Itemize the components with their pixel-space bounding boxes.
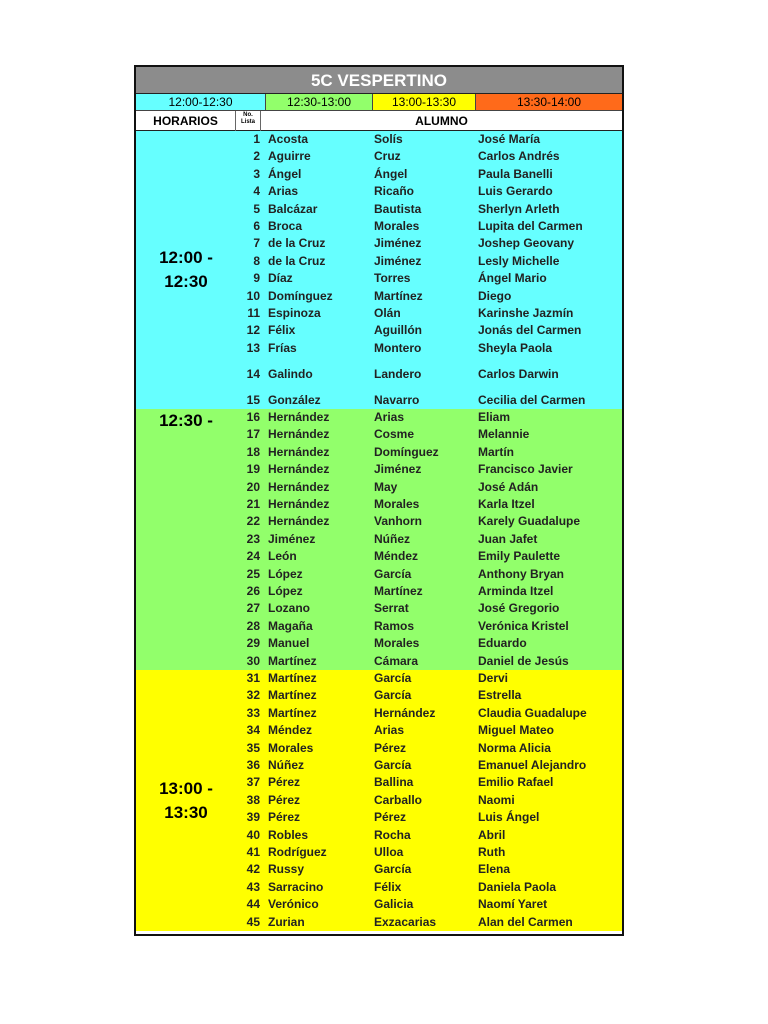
given-names: Sherlyn Arleth [478,201,560,216]
first-surname: Manuel [268,636,310,651]
band-time-label: 13:00 - 13:30 [159,778,213,822]
given-names: Alan del Carmen [478,914,573,929]
list-number: 36 [246,758,260,772]
first-surname: Núñez [268,758,304,772]
student-row [136,914,622,931]
given-names: Emily Paulette [478,549,561,564]
horarios-header: HORARIOS [136,111,236,131]
second-surname: Cámara [374,653,419,668]
student-row [136,201,622,218]
student-row [136,166,622,183]
given-names: Abril [478,827,506,842]
slot-2: 12:30-13:00 [266,94,373,111]
list-number: 32 [246,688,260,703]
first-surname: Martínez [268,671,317,685]
student-row [136,366,622,383]
student-row [136,827,622,844]
first-surname: Félix [268,323,296,338]
student-row [136,896,622,913]
list-number: 24 [246,549,260,564]
list-number: 7 [253,236,260,251]
first-surname: Acosta [268,132,309,146]
first-surname: Robles [268,827,309,842]
list-number: 45 [246,914,260,929]
second-surname: Morales [374,219,420,233]
list-number: 11 [247,306,260,320]
student-row [136,496,622,513]
second-surname: Félix [374,879,402,894]
student-row [136,548,622,565]
second-surname: García [374,862,412,877]
student-row [136,757,622,774]
second-surname: Jiménez [374,462,422,477]
first-surname: Domínguez [268,288,333,303]
given-names: Elena [478,862,511,877]
student-row [136,322,622,339]
given-names: Joshep Geovany [478,236,575,251]
first-surname: de la Cruz [268,236,326,251]
slot-3: 13:00-13:30 [373,94,476,111]
first-surname: Sarracino [268,879,324,894]
student-row [136,479,622,496]
given-names: Cecilia del Carmen [478,392,586,407]
given-names: Dervi [478,671,509,685]
list-number: 33 [246,705,260,720]
student-row [136,844,622,861]
first-surname: Hernández [268,427,330,442]
second-surname: Ramos [374,618,415,633]
list-number: 31 [246,671,260,685]
second-surname: Montero [374,340,422,355]
given-names: Ángel Mario [478,271,547,286]
first-surname: López [268,584,303,598]
second-surname: Galicia [374,897,414,912]
sheet-title: 5C VESPERTINO [136,67,622,94]
given-names: Anthony Bryan [478,566,565,581]
second-surname: Ricaño [374,184,415,199]
list-number: 1 [253,132,260,146]
list-number: 41 [246,845,260,859]
student-row [136,131,622,148]
second-surname: Núñez [374,531,410,546]
given-names: Karla Itzel [478,497,535,511]
given-names: Eliam [478,410,511,424]
list-number: 18 [246,444,260,459]
list-number: 17 [246,427,260,442]
student-row [136,687,622,704]
list-number: 44 [246,897,260,912]
column-header-row [136,111,622,131]
student-row [136,461,622,478]
given-names: José Gregorio [478,601,560,616]
first-surname: Verónico [268,897,319,912]
student-row [136,183,622,200]
given-names: Verónica Kristel [478,618,569,633]
list-number: 6 [253,219,260,233]
second-surname: Hernández [374,705,436,720]
first-surname: Díaz [268,271,293,286]
second-surname: Pérez [374,740,407,755]
second-surname: Arias [374,723,405,738]
first-surname: Martínez [268,705,317,720]
list-number: 25 [246,566,260,581]
first-surname: González [268,392,321,407]
first-surname: Ángel [268,166,302,181]
list-number: 21 [246,497,260,511]
list-number: 26 [246,584,260,598]
list-number: 9 [253,271,260,286]
given-names: José María [478,132,541,146]
given-names: Sheyla Paola [478,340,553,355]
second-surname: Ángel [374,166,408,181]
first-surname: Hernández [268,462,330,477]
second-surname: May [374,479,398,494]
first-surname: Hernández [268,444,330,459]
list-number: 28 [246,618,260,633]
list-number: 39 [246,810,260,825]
given-names: Emanuel Alejandro [478,758,587,772]
first-surname: Lozano [268,601,310,616]
first-surname: Hernández [268,479,330,494]
second-surname: Aguillón [374,323,422,338]
list-number: 43 [246,879,260,894]
second-surname: Rocha [374,827,411,842]
given-names: Naomi [478,792,515,807]
list-number: 22 [246,514,260,529]
list-number: 34 [246,723,260,738]
student-row [136,705,622,722]
schedule-sheet [134,65,624,936]
second-surname: Cosme [374,427,415,442]
first-surname: Frías [268,340,297,355]
second-surname: Méndez [374,549,419,564]
student-row [136,392,622,409]
student-row [136,879,622,896]
given-names: Luis Gerardo [478,184,553,199]
given-names: Karely Guadalupe [478,514,581,529]
given-names: Daniel de Jesús [478,653,569,668]
student-row [136,148,622,165]
second-surname: Navarro [374,392,420,407]
given-names: Diego [478,288,512,303]
given-names: Eduardo [478,636,527,651]
list-number: 16 [246,410,260,424]
list-number: 42 [246,862,260,877]
second-surname: Exzacarias [374,914,437,929]
alumno-header: ALUMNO [260,111,622,131]
given-names: Miguel Mateo [478,723,555,738]
first-surname: Hernández [268,410,330,424]
first-surname: Zurian [268,914,305,929]
list-number: 37 [246,775,260,790]
student-row [136,444,622,461]
second-surname: García [374,671,412,685]
student-row [136,722,622,739]
second-surname: Martínez [374,288,423,303]
student-row [136,218,622,235]
second-surname: Olán [374,306,401,320]
given-names: Carlos Darwin [478,366,559,381]
second-surname: Morales [374,497,420,511]
first-surname: Hernández [268,497,330,511]
student-row [136,861,622,878]
first-surname: Méndez [268,723,313,738]
second-surname: Pérez [374,810,407,825]
given-names: Francisco Javier [478,462,573,477]
list-number: 12 [246,323,260,338]
student-row [136,305,622,322]
first-surname: Pérez [268,810,301,825]
student-row [136,653,622,670]
second-surname: Domínguez [374,444,439,459]
second-surname: Bautista [374,201,422,216]
first-surname: Martínez [268,688,317,703]
first-surname: Aguirre [268,149,311,164]
first-surname: Magaña [268,618,313,633]
second-surname: Ulloa [374,845,404,859]
time-band-3 [136,670,622,931]
list-number: 8 [253,253,260,268]
given-names: Carlos Andrés [478,149,560,164]
first-surname: de la Cruz [268,253,326,268]
second-surname: García [374,688,412,703]
list-number: 30 [246,653,260,668]
student-row [136,618,622,635]
given-names: Juan Jafet [478,531,538,546]
list-number: 5 [253,201,260,216]
first-surname: Broca [268,219,303,233]
first-surname: Pérez [268,792,301,807]
student-row [136,600,622,617]
given-names: Luis Ángel [478,810,540,825]
second-surname: Jiménez [374,253,422,268]
list-number: 29 [246,636,260,651]
given-names: Paula Banelli [478,166,553,181]
student-row [136,740,622,757]
slot-1: 12:00-12:30 [136,94,266,111]
given-names: Jonás del Carmen [478,323,582,338]
list-number: 27 [246,601,260,616]
no-lista-header: No. Lista [240,112,255,125]
second-surname: García [374,566,412,581]
second-surname: Morales [374,636,420,651]
second-surname: Jiménez [374,236,422,251]
second-surname: Serrat [374,601,409,616]
second-surname: Cruz [374,149,401,164]
given-names: Estrella [478,688,522,703]
band-time-label: 12:30 - [159,411,213,430]
student-row [136,583,622,600]
list-number: 3 [253,166,260,181]
student-row [136,670,622,687]
given-names: Melannie [478,427,530,442]
second-surname: García [374,758,412,772]
list-number: 13 [246,340,260,355]
list-number: 35 [246,740,260,755]
second-surname: Arias [374,410,405,424]
band-time-label: 12:00 - 12:30 [159,248,213,291]
list-number: 2 [253,149,260,164]
first-surname: López [268,566,303,581]
slot-4: 13:30-14:00 [476,94,622,111]
list-number: 23 [246,531,260,546]
list-number: 19 [246,462,260,477]
first-surname: Galindo [268,366,313,381]
list-number: 4 [253,184,260,199]
time-slot-legend [136,94,622,111]
list-number: 40 [246,827,260,842]
second-surname: Landero [374,366,422,381]
first-surname: Hernández [268,514,330,529]
student-row [136,566,622,583]
first-surname: Balcázar [268,201,318,216]
given-names: Claudia Guadalupe [478,705,587,720]
given-names: Emilio Rafael [478,775,554,790]
given-names: Lesly Michelle [478,253,560,268]
given-names: Daniela Paola [478,879,557,894]
student-row [136,513,622,530]
list-number: 15 [246,392,260,407]
time-band-2 [136,409,622,670]
list-number: 38 [246,792,260,807]
time-band-1 [136,131,622,409]
second-surname: Ballina [374,775,414,790]
given-names: Lupita del Carmen [478,219,583,233]
second-surname: Carballo [374,792,423,807]
first-surname: Russy [268,862,305,877]
second-surname: Solís [374,132,403,146]
given-names: Arminda Itzel [478,584,554,598]
first-surname: Arias [268,184,299,199]
list-number: 10 [246,288,260,303]
given-names: Karinshe Jazmín [478,306,574,320]
second-surname: Torres [374,271,411,286]
list-number: 14 [246,366,260,381]
first-surname: Morales [268,740,314,755]
given-names: Ruth [478,845,506,859]
first-surname: Pérez [268,775,301,790]
first-surname: Jiménez [268,531,316,546]
list-number: 20 [246,479,260,494]
given-names: José Adán [478,479,539,494]
first-surname: Martínez [268,653,317,668]
second-surname: Vanhorn [374,514,423,529]
first-surname: Espinoza [268,306,321,320]
given-names: Norma Alicia [478,740,551,755]
second-surname: Martínez [374,584,423,598]
first-surname: León [268,549,297,564]
student-row [136,340,622,357]
first-surname: Rodríguez [268,845,327,859]
given-names: Naomí Yaret [478,897,548,912]
student-row [136,531,622,548]
given-names: Martín [478,444,514,459]
student-row [136,635,622,652]
